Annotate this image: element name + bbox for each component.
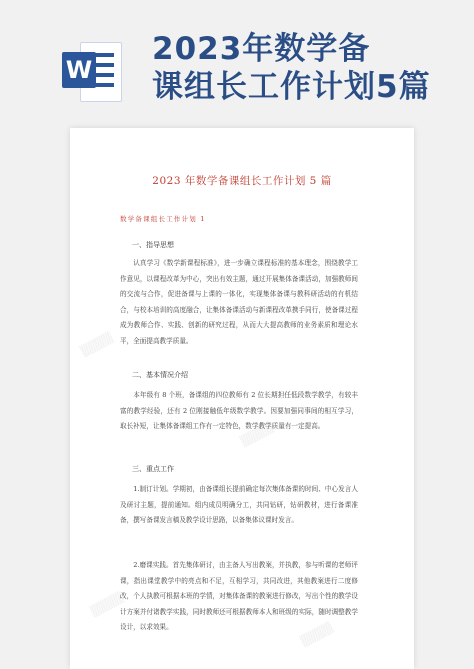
section-heading-3: 三、重点工作 <box>132 465 174 473</box>
banner <box>0 0 474 135</box>
section-heading-1: 一、指导思想 <box>132 241 174 249</box>
watermark: ▒▒▒▒ <box>238 420 275 449</box>
section-heading-2: 二、基本情况介绍 <box>132 371 188 379</box>
document-title: 2023 年数学备课组长工作计划 5 篇 <box>152 175 332 187</box>
word-letter-badge: W <box>62 52 96 88</box>
banner-title-line-2: 课组长工作计划5篇 <box>152 69 431 105</box>
plan-subtitle: 数学备课组长工作计划 1 <box>120 215 206 223</box>
section-3-paragraph-1: 1.制订计划。学期初，由备课组长提前确定每次集体备课的时间、中心发言人及研讨主题，提前通知。组内成员明确分工，共同钻研，钻研教材，进行备课准备，撰写备课发言稿及教学设计思路，以备集体议课时发言。 <box>120 485 358 524</box>
word-document-icon <box>62 40 120 102</box>
watermark: ▒▒▒▒ <box>78 330 115 359</box>
watermark: ▒▒▒▒ <box>88 590 125 619</box>
document-page <box>70 128 414 669</box>
watermark: ▒▒▒▒ <box>298 620 335 649</box>
banner-title-line-1: 2023年数学备 <box>152 31 371 67</box>
section-1-paragraph: 认真学习《数学新课程标准》，进一步确立课程标准的基本理念，围绕教学工作意见，以课程改革为中心，突出有效主题，通过开展集体备课活动，加强教师间的交流与合作，促进备课与上课的一体化，实现集体备课与教科研活动的有机结合，与校本培训的高度融合，让集体备课活动与新课程改革携手同行，使备课过程成为教师合作、实践、创新的研究过程，从而大大提高教师的业务素质和理论水平，全面提高教学质量。 <box>120 259 358 345</box>
section-3-paragraph-2: 2.磨课实践。首先集体研讨，由主备人写出教案，并执教，参与听课的老师评课，指出课堂教学中的亮点和不足，互相学习，共同改进，其他教案进行二度修改，个人执教可根据本班的学情，对集体备课的教案进行修改，写出个性的教学设计方案并付诸教学实践，同时教师还可根据教师本人和班级的实际，随时调整教学设计，以求效果。 <box>120 561 358 631</box>
section-2-paragraph: 本年级有 8 个班，备课组的四位教师有 2 位长期担任低段数学教学，有较丰富的教学经验，还有 2 位刚接触低年级数学教学。因要加强同事间的相互学习，取长补短，让集体备课组工作有一定特色，数学教学质量有一定提高。 <box>120 391 358 430</box>
